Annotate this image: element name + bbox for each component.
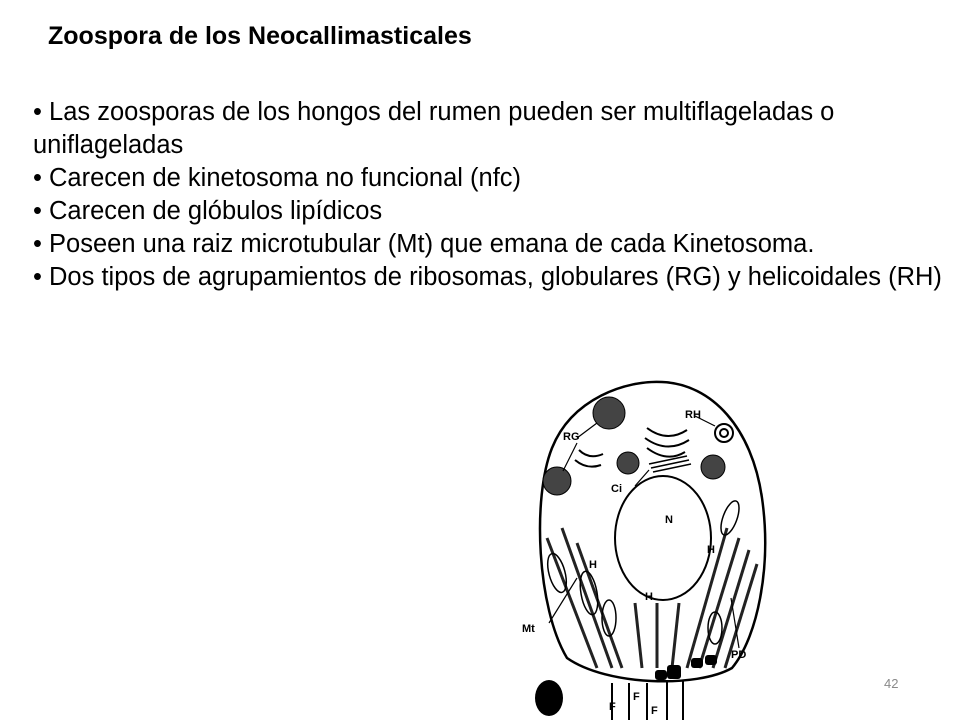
zoospore-diagram (517, 368, 779, 720)
label-f-2: F (633, 691, 640, 703)
bullet-item: • Las zoosporas de los hongos del rumen pueden ser multiflageladas o uniflageladas (33, 98, 835, 159)
ink-blot (535, 680, 563, 716)
label-rg: RG (563, 431, 580, 443)
label-n: N (665, 514, 673, 526)
zoospore-drawing (517, 368, 779, 720)
slide-title: Zoospora de los Neocallimasticales (48, 22, 472, 50)
bullet-item: • Carecen de glóbulos lipídicos (33, 197, 383, 225)
striated-structure (649, 456, 691, 472)
label-rh: RH (685, 409, 701, 421)
label-h-right: H (707, 544, 715, 556)
bullet-list (33, 96, 943, 294)
bullet-item: • Poseen una raiz microtubular (Mt) que emana de cada Kinetosoma. (33, 230, 815, 258)
label-ci: Ci (611, 483, 622, 495)
label-pd: PD (731, 649, 747, 661)
label-h-left: H (589, 559, 597, 571)
page-number: 42 (884, 676, 899, 691)
label-mt: Mt (522, 623, 535, 635)
bullet-item: • Carecen de kinetosoma no funcional (nfc) (33, 164, 522, 192)
label-h-center: H (645, 591, 653, 603)
nucleus (615, 476, 711, 600)
label-f-1: F (609, 701, 616, 713)
flagella (612, 680, 683, 720)
bullet-item: • Dos tipos de agrupamientos de ribosomas, globulares (RG) y helicoidales (RH) (33, 263, 942, 291)
label-f-3: F (651, 705, 658, 717)
